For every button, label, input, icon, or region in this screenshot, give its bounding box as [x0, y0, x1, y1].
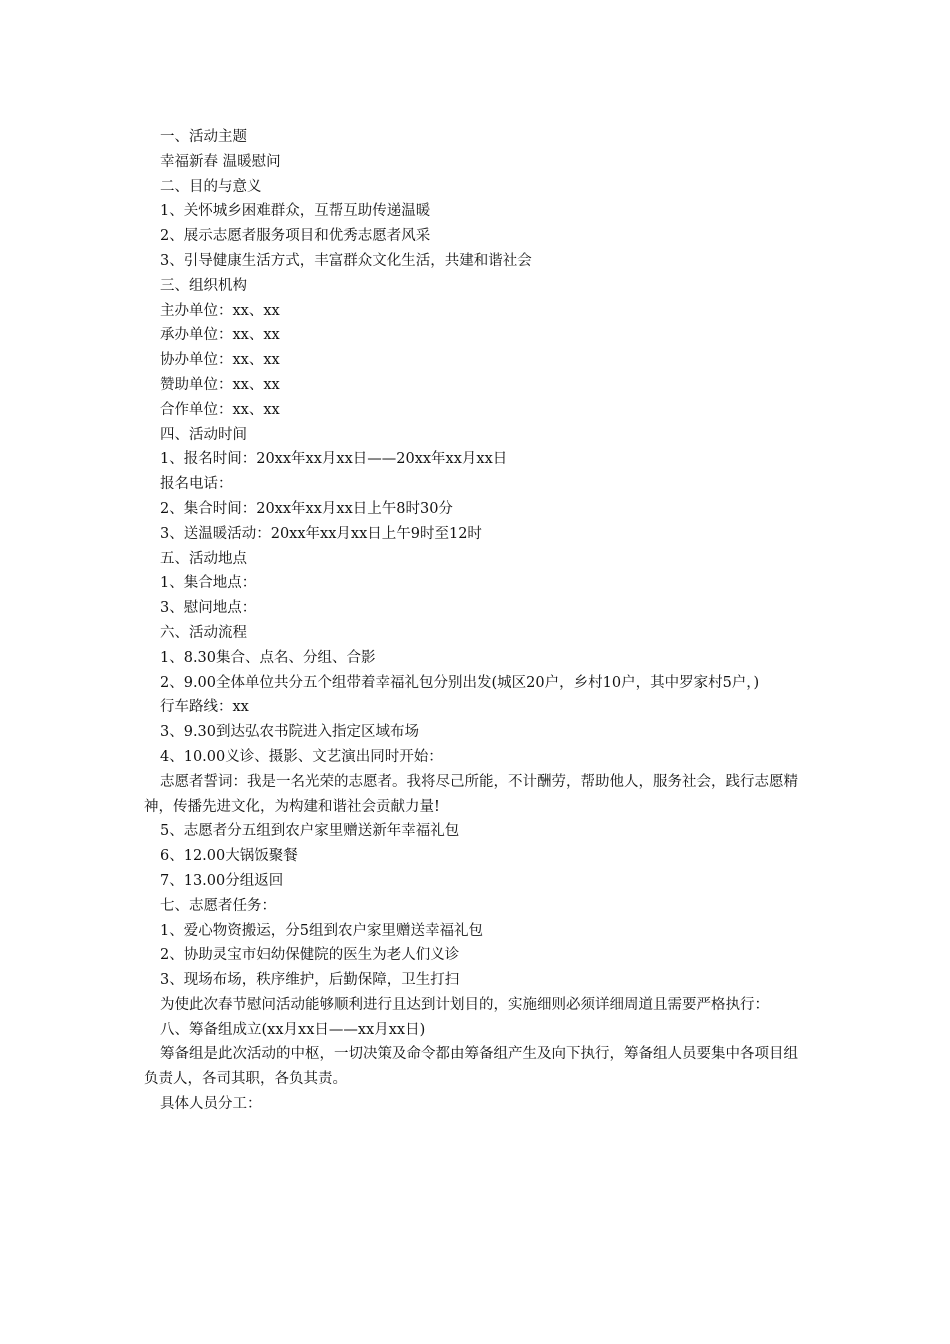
paragraph-line: 3、现场布场，秩序维护，后勤保障，卫生打扫 [160, 972, 460, 989]
paragraph-line: 1、集合地点： [160, 575, 257, 592]
paragraph-line: 3、9.30到达弘农书院进入指定区域布场 [160, 724, 420, 741]
paragraph-line: 1、报名时间：20xx年xx月xx日——20xx年xx月xx日 [160, 451, 508, 468]
paragraph-line: 3、慰问地点： [160, 600, 257, 617]
section-heading: 六、活动流程 [160, 624, 247, 641]
section-heading: 七、志愿者任务： [160, 897, 276, 914]
paragraph-line: 协办单位：xx、xx [160, 352, 280, 369]
paragraph-line: 1、爱心物资搬运，分5组到农户家里赠送幸福礼包 [160, 922, 483, 939]
paragraph-line: 1、关怀城乡困难群众，互帮互助传递温暖 [160, 203, 431, 220]
section-heading: 五、活动地点 [160, 550, 247, 567]
paragraph-line: 具体人员分工： [160, 1096, 262, 1113]
section-heading: 三、组织机构 [160, 277, 247, 294]
paragraph-line: 7、13.00分组返回 [160, 872, 284, 889]
paragraph-line: 幸福新春 温暖慰问 [160, 153, 281, 170]
paragraph-line: 1、8.30集合、点名、分组、合影 [160, 649, 376, 666]
paragraph-line: 主办单位：xx、xx [160, 302, 280, 319]
paragraph-wrapped: 筹备组是此次活动的中枢，一切决策及命令都由筹备组产生及向下执行，筹备组人员要集中各项目组负责人，各司其职，各负其责。 [144, 1046, 798, 1088]
paragraph-line: 2、集合时间：20xx年xx月xx日上午8时30分 [160, 500, 453, 517]
paragraph-line: 4、10.00义诊、摄影、文艺演出同时开始： [160, 748, 443, 765]
paragraph-line: 赞助单位：xx、xx [160, 376, 280, 393]
paragraph-line: 合作单位：xx、xx [160, 401, 280, 418]
section-heading: 八、筹备组成立(xx月xx日——xx月xx日) [160, 1021, 426, 1038]
section-heading: 二、目的与意义 [160, 178, 262, 195]
paragraph-line: 3、引导健康生活方式，丰富群众文化生活，共建和谐社会 [160, 252, 532, 269]
paragraph-line: 6、12.00大锅饭聚餐 [160, 848, 298, 865]
paragraph-line: 3、送温暖活动：20xx年xx月xx日上午9时至12时 [160, 525, 482, 542]
paragraph-wrapped: 志愿者誓词：我是一名光荣的志愿者。我将尽己所能，不计酬劳，帮助他人，服务社会，践行志愿精神，传播先进文化，为构建和谐社会贡献力量! [144, 773, 798, 815]
paragraph-line: 2、展示志愿者服务项目和优秀志愿者风采 [160, 228, 431, 245]
document-body [144, 125, 800, 1117]
paragraph-line: 5、志愿者分五组到农户家里赠送新年幸福礼包 [160, 823, 460, 840]
paragraph-line: 报名电话： [160, 476, 233, 493]
section-heading: 四、活动时间 [160, 426, 247, 443]
paragraph-line: 2、协助灵宝市妇幼保健院的医生为老人们义诊 [160, 947, 460, 964]
section-heading: 一、活动主题 [160, 129, 247, 145]
paragraph-wrapped: 2、9.00全体单位共分五个组带着幸福礼包分别出发(城区20户，乡村10户，其中罗家村5户，) [160, 674, 760, 691]
paragraph-line: 行车路线：xx [160, 699, 249, 716]
paragraph-line: 承办单位：xx、xx [160, 327, 280, 344]
paragraph-wrapped: 为使此次春节慰问活动能够顺利进行且达到计划目的，实施细则必须详细周道且需要严格执行： [160, 996, 769, 1013]
